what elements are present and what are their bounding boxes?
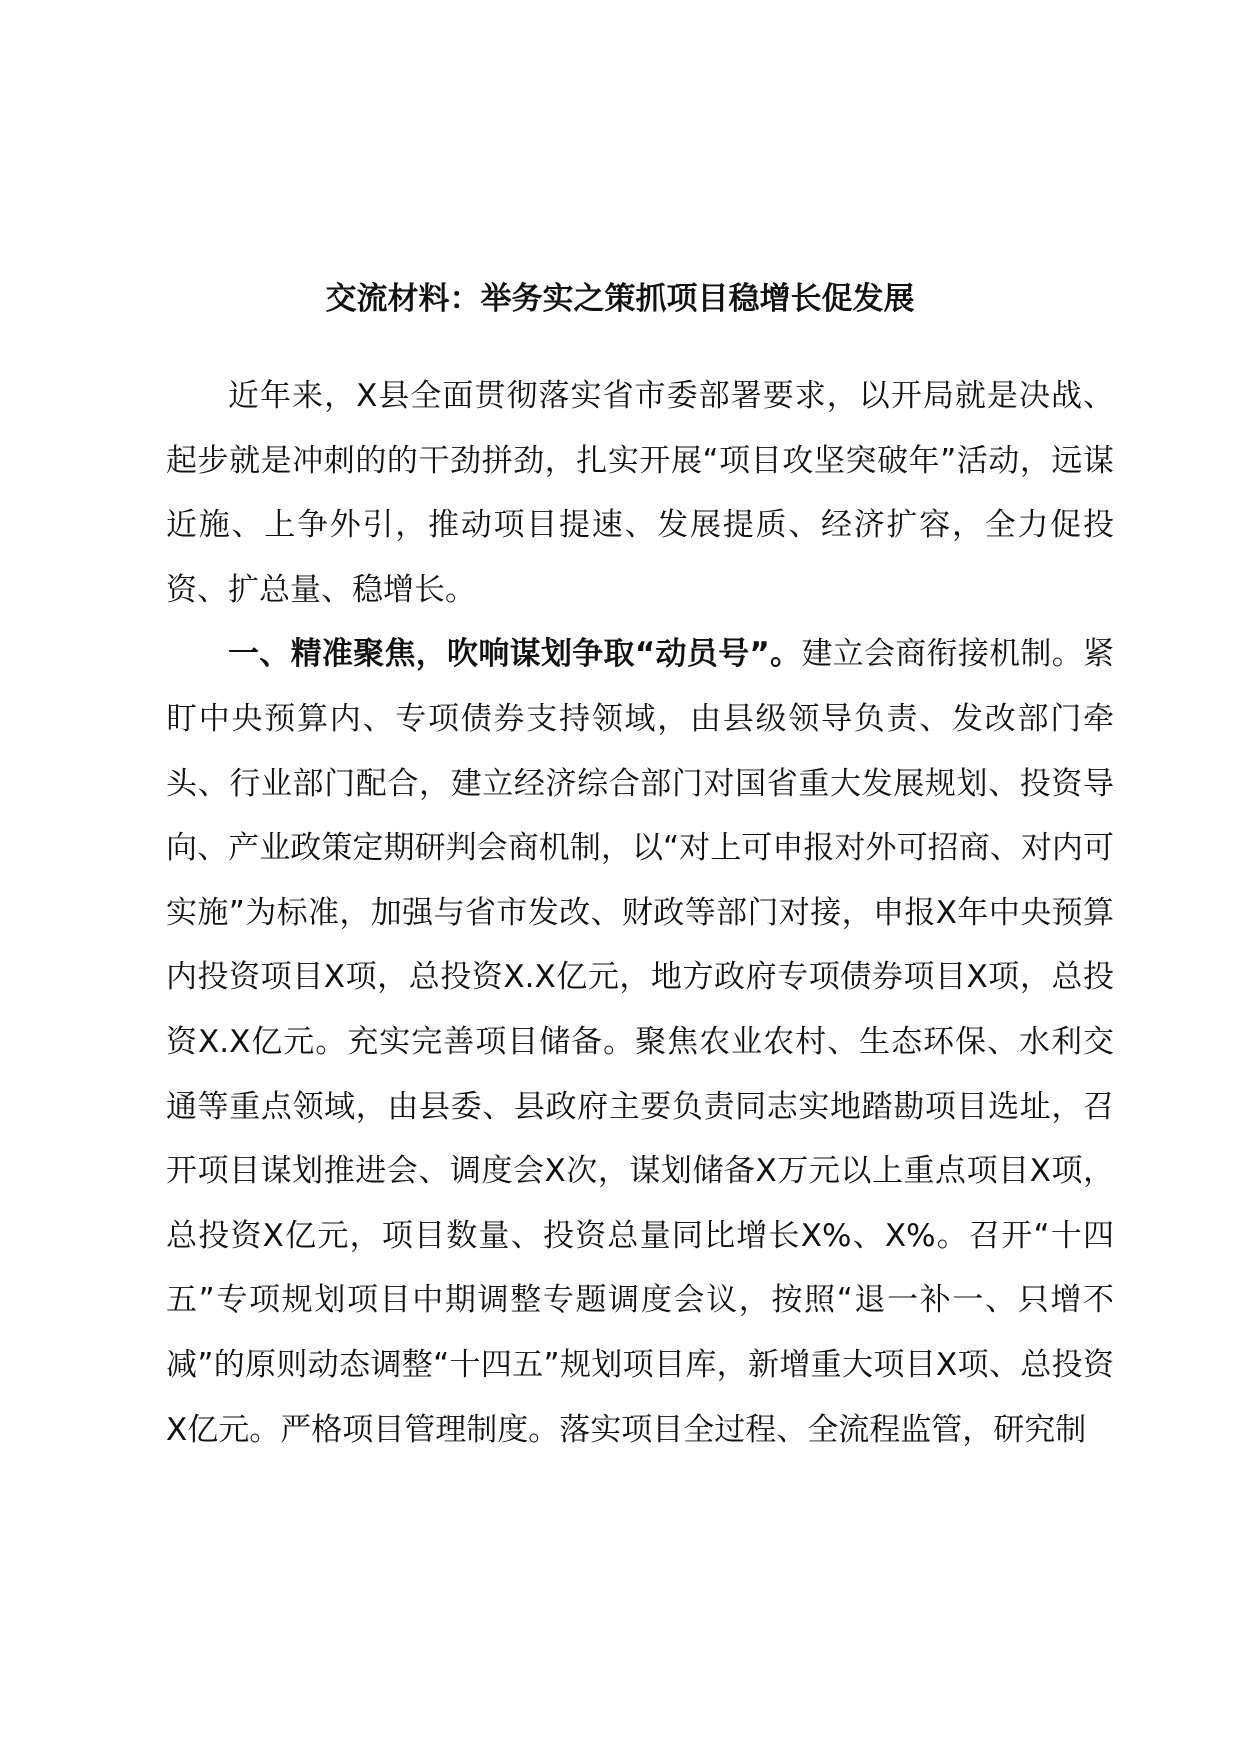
section-one-heading: 一、精准聚焦，吹响谋划争取“动员号”。	[228, 636, 802, 673]
paragraph-section-one	[166, 622, 1114, 1462]
section-one-text: 建立会商衔接机制。紧盯中央预算内、专项债券支持领域，由县级领导负责、发改部门牵头、行业部门配合，建立经济综合部门对国省重大发展规划、投资导向、产业政策定期研判会商机制，以“对上可申报对外可招商、对内可实施”为标准，加强与省市发改、财政等部门对接，申报X年中央预算内投资项目X项，总投资X.X亿元，地方政府专项债券项目X项，总投资X.X亿元。充实完善项目储备。聚焦农业农村、生态环保、水利交通等重点领域，由县委、县政府主要负责同志实地踏勘项目选址，召开项目谋划推进会、调度会X次，谋划储备X万元以上重点项目X项，总投资X亿元，项目数量、投资总量同比增长X%、X%。召开“十四五”专项规划项目中期调整专题调度会议，按照“退一补一、只增不减”的原则动态调整“十四五”规划项目库，新增重大项目X项、总投资X亿元。严格项目管理制度。落实项目全过程、全流程监管，研究制	[166, 636, 1115, 1448]
document-body	[166, 364, 1114, 1462]
paragraph-intro	[166, 364, 1114, 622]
paragraph-intro-text: 近年来，X县全面贯彻落实省市委部署要求，以开局就是决战、起步就是冲刺的的干劲拼劲，扎实开展“项目攻坚突破年”活动，远谋近施、上争外引，推动项目提速、发展提质、经济扩容，全力促投资、扩总量、稳增长。	[166, 378, 1114, 608]
document-title: 交流材料：举务实之策抓项目稳增长促发展	[325, 281, 915, 317]
